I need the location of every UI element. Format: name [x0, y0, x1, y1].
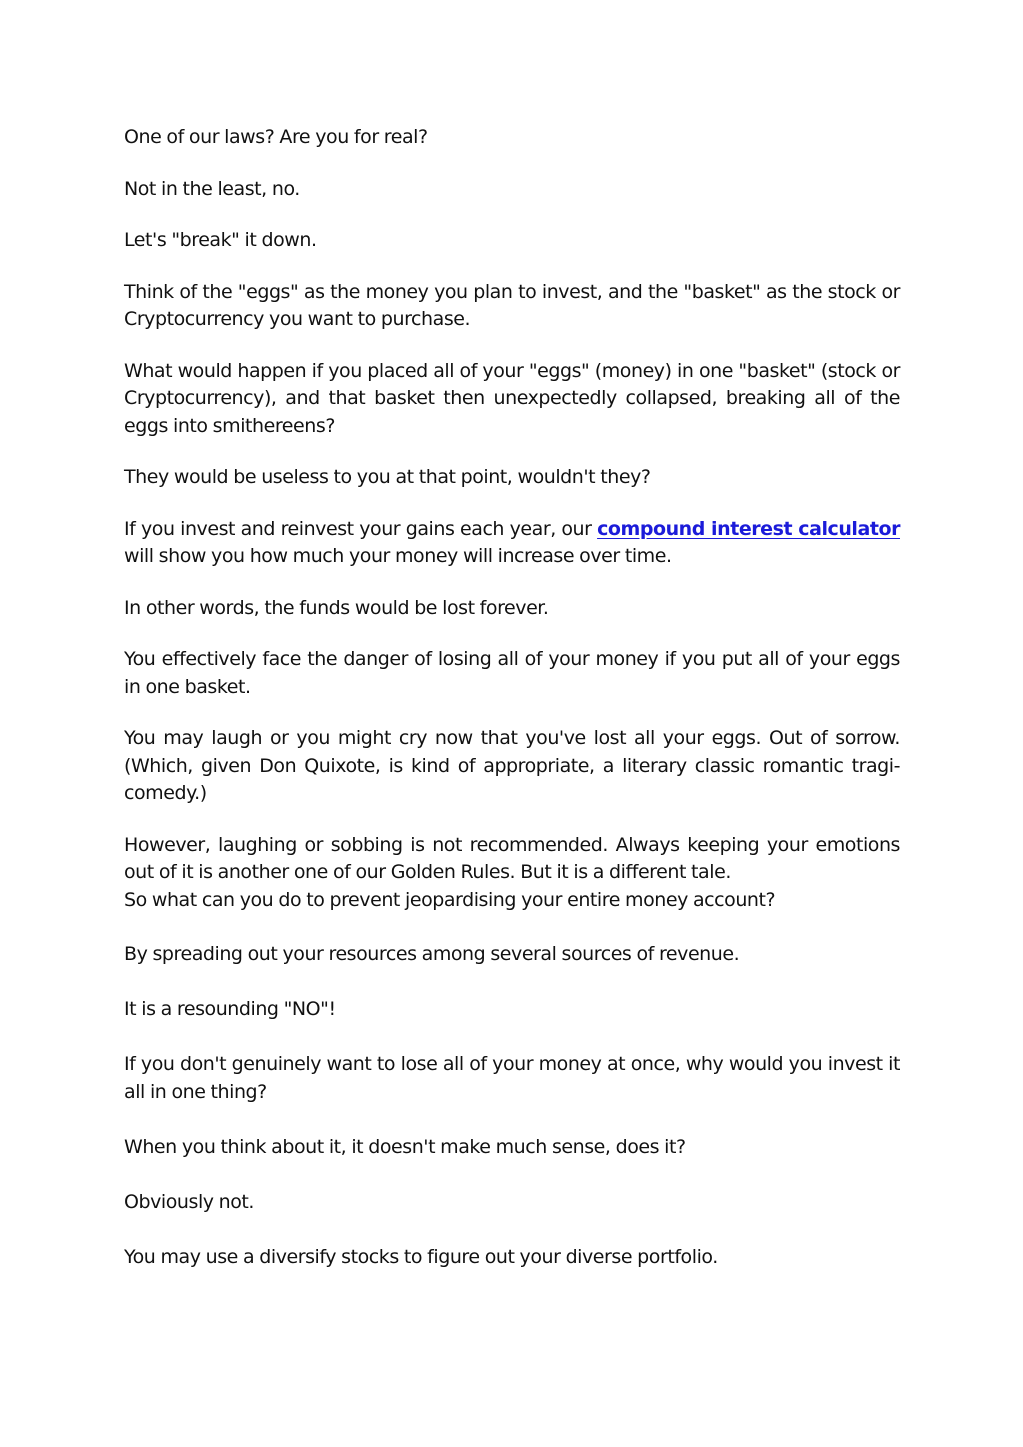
- paragraph-15: If you don't genuinely want to lose all of your money at once, why would you invest it all in one thing?: [124, 1053, 900, 1103]
- paragraph-4: Think of the "eggs" as the money you plan to invest, and the "basket" as the stock or Cryptocurrency you want to purchase.: [124, 280, 900, 330]
- paragraph-6: They would be useless to you at that point, wouldn't they?: [124, 466, 651, 488]
- paragraph-14: It is a resounding "NO"!: [124, 998, 336, 1020]
- paragraph-1: One of our laws? Are you for real?: [124, 126, 428, 148]
- paragraph-7-text-before: If you invest and reinvest your gains each year, our: [124, 517, 598, 540]
- paragraph-16: When you think about it, it doesn't make much sense, does it?: [124, 1135, 686, 1158]
- paragraph-17: Obviously not.: [124, 1190, 255, 1213]
- paragraph-12: So what can you do to prevent jeopardising your entire money account?: [124, 888, 776, 911]
- paragraph-7-text-after: will show you how much your money will increase over time.: [124, 545, 672, 567]
- paragraph-2: Not in the least, no.: [124, 177, 300, 200]
- paragraph-5: What would happen if you placed all of your "eggs" (money) in one "basket" (stock or Cryptocurrency), and that basket then unexpectedly collapsed, breaking all of the eggs into smithereens?: [124, 359, 900, 437]
- paragraph-3: Let's "break" it down.: [124, 229, 317, 251]
- paragraph-13: By spreading out your resources among several sources of revenue.: [124, 943, 740, 965]
- compound-interest-calculator-link[interactable]: compound interest calculator: [597, 517, 900, 540]
- paragraph-7: [124, 516, 900, 571]
- paragraph-9: You effectively face the danger of losing all of your money if you put all of your eggs in one basket.: [124, 648, 900, 698]
- document-body: [124, 124, 900, 1295]
- paragraph-18: You may use a diversify stocks to figure out your diverse portfolio.: [124, 1245, 718, 1268]
- paragraph-10: You may laugh or you might cry now that you've lost all your eggs. Out of sorrow. (Which, given Don Quixote, is kind of appropriate, a literary classic romantic tragi-comedy.): [124, 727, 900, 804]
- paragraph-11: However, laughing or sobbing is not recommended. Always keeping your emotions out of it is another one of our Golden Rules. But it is a different tale.: [124, 833, 900, 883]
- paragraph-8: In other words, the funds would be lost forever.: [124, 596, 549, 619]
